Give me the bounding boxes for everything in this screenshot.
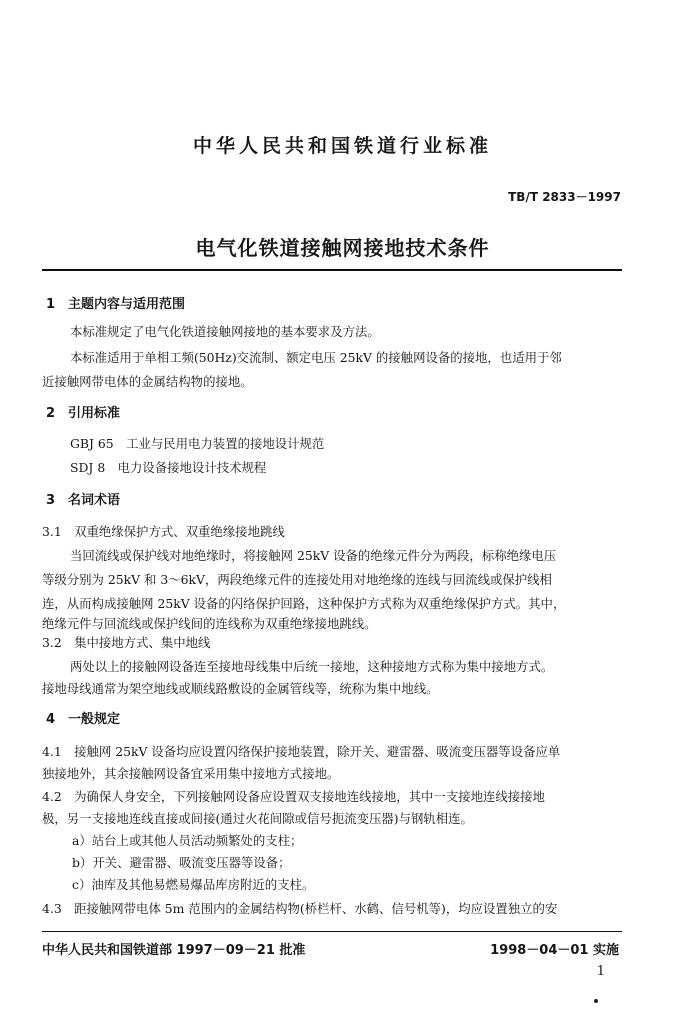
clause: 极，另一支接地连线直接或间接(通过火花间隙或信号扼流变压器)与钢轨相连。	[42, 811, 473, 826]
paragraph: 等级分别为 25kV 和 3～6kV，两段绝缘元件的连接处用对地绝缘的连线与回流线或保护线相	[42, 572, 552, 587]
paragraph: 本标准适用于单相工频(50Hz)交流制、额定电压 25kV 的接触网设备的接地，也适用于邻	[70, 350, 562, 365]
paragraph: 本标准规定了电气化铁道接触网接地的基本要求及方法。	[70, 324, 380, 339]
section-3-heading: 3 名词术语	[46, 493, 121, 508]
section-4-heading: 4 一般规定	[46, 712, 121, 727]
footer-rule	[42, 931, 622, 932]
scan-speck	[594, 999, 598, 1003]
clause: 独接地外，其余接触网设备宜采用集中接地方式接地。	[42, 766, 340, 781]
reference-item: GBJ 65 工业与民用电力装置的接地设计规范	[70, 436, 325, 451]
clause: 4.3 距接触网带电体 5m 范围内的金属结构物(桥栏杆、水鹤、信号机等)，均应设置独立的安	[42, 901, 558, 916]
paragraph: 绝缘元件与回流线或保护线间的连线称为双重绝缘接地跳线。	[42, 616, 377, 631]
clause: 4.2 为确保人身安全，下列接触网设备应设置双支接地连线接地，其中一支接地连线接接地	[42, 789, 545, 804]
paragraph: 接地母线通常为架空地线或顺线路敷设的金属管线等，统称为集中地线。	[42, 681, 439, 696]
paragraph: 两处以上的接触网设备连至接地母线集中后统一接地，这种接地方式称为集中接地方式。	[70, 659, 554, 674]
approval-date: 中华人民共和国铁道部 1997－09－21 批准	[42, 943, 306, 958]
paragraph: 连，从而构成接触网 25kV 设备的闪络保护回路，这种保护方式称为双重绝缘保护方式。其中，	[42, 596, 566, 611]
list-item: b）开关、避雷器、吸流变压器等设备；	[72, 855, 291, 870]
section-1-heading: 1 主题内容与适用范围	[46, 297, 186, 312]
subsection-heading: 3.1 双重绝缘保护方式、双重绝缘接地跳线	[42, 524, 285, 539]
paragraph: 近接触网带电体的金属结构物的接地。	[42, 374, 253, 389]
reference-item: SDJ 8 电力设备接地设计技术规程	[70, 460, 267, 475]
list-item: a）站台上或其他人员活动频繁处的支柱；	[72, 833, 303, 848]
list-item: c）油库及其他易燃易爆品库房附近的支柱。	[72, 877, 315, 892]
document-title: 电气化铁道接触网接地技术条件	[195, 236, 490, 260]
effective-date: 1998－04－01 实施	[490, 943, 619, 958]
subsection-heading: 3.2 集中接地方式、集中地线	[42, 635, 211, 650]
header-rule	[42, 269, 622, 271]
paragraph: 当回流线或保护线对地绝缘时，将接触网 25kV 设备的绝缘元件分为两段，标称绝缘电压	[70, 548, 557, 563]
page-number: 1	[596, 964, 605, 979]
org-title: 中华人民共和国铁道行业标准	[192, 135, 492, 157]
clause: 4.1 接触网 25kV 设备均应设置闪络保护接地装置，除开关、避雷器、吸流变压器等设备应单	[42, 744, 561, 759]
section-2-heading: 2 引用标准	[46, 406, 121, 421]
standard-number: TB/T 2833－1997	[508, 190, 621, 204]
